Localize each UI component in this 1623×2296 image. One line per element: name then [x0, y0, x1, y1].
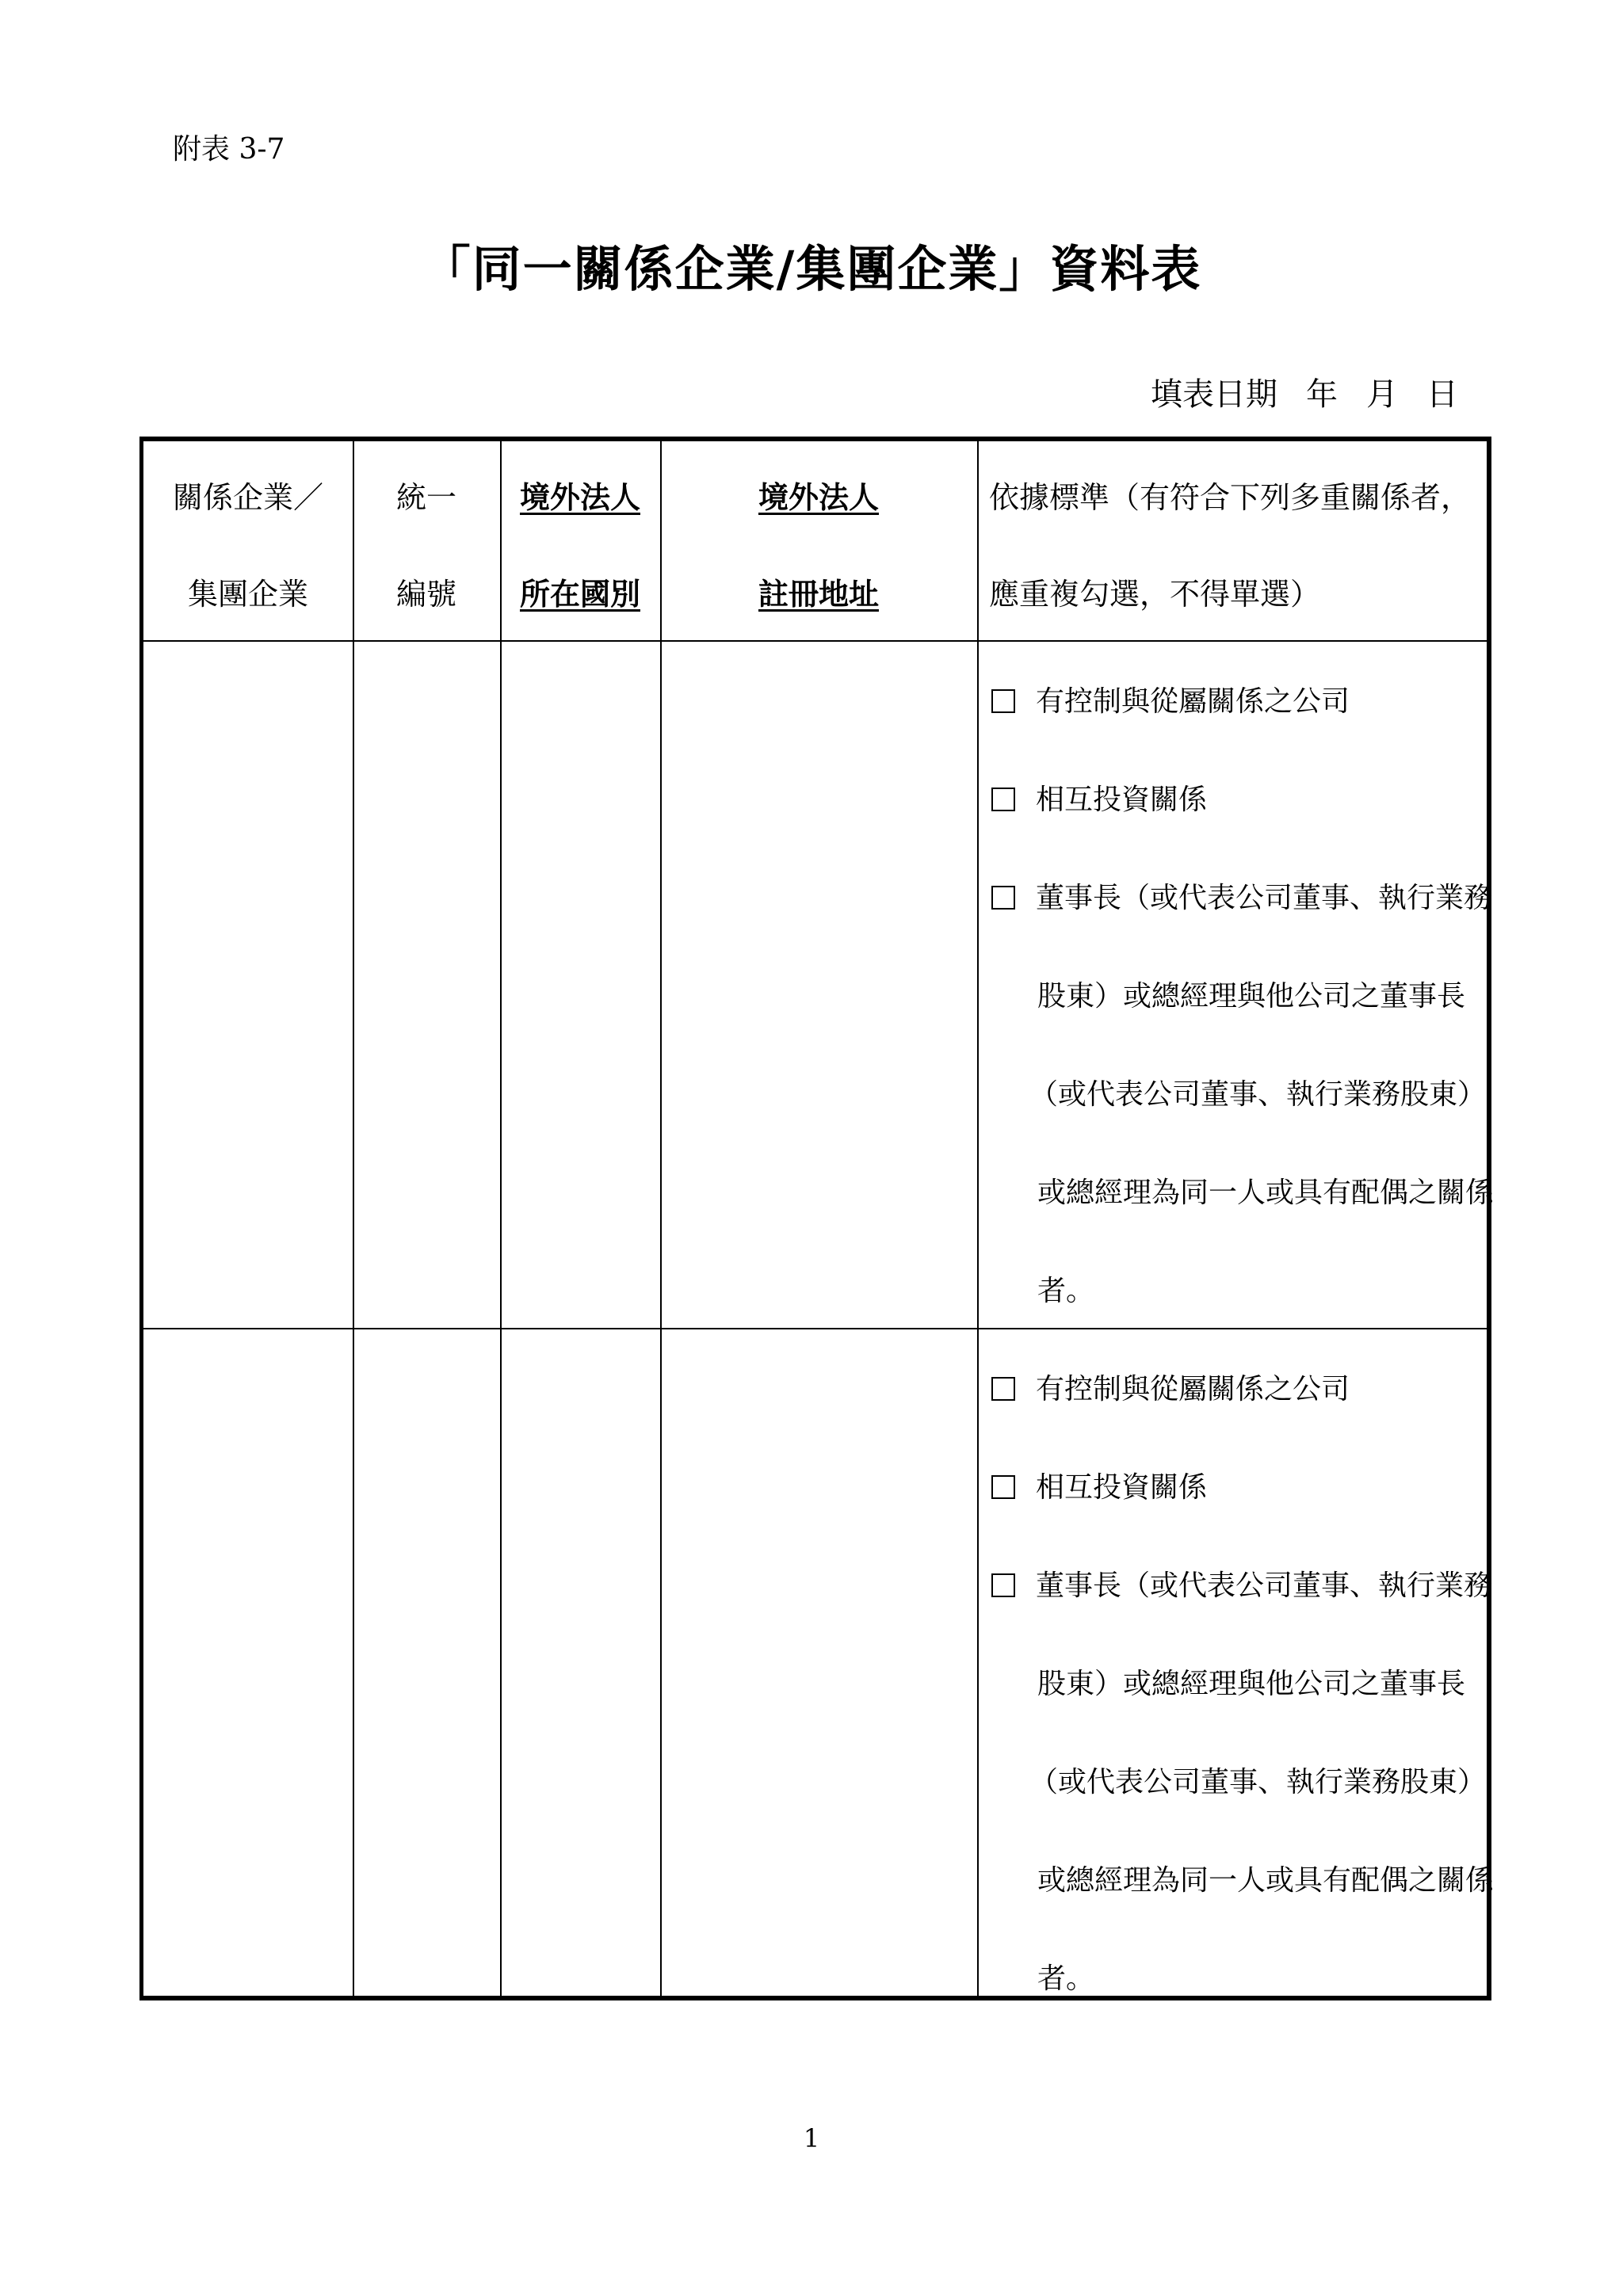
option-continuation: 股東）或總經理與他公司之董事長 [1037, 980, 1466, 1013]
row-divider [143, 1328, 1487, 1329]
fill-date-label: 填表日期 [1151, 376, 1277, 413]
header-foreign-country: 境外法人 所在國別 [519, 479, 640, 612]
option-continuation: （或代表公司董事、執行業務股東） [1029, 1766, 1487, 1798]
data-table [139, 437, 1495, 2000]
col-divider [500, 441, 502, 1996]
option-continuation: 者。 [1037, 1275, 1095, 1307]
option-continuation: 或總經理為同一人或具有配偶之關係 [1037, 1177, 1495, 1209]
option-control-subordinate[interactable]: 有控制與從屬關係之公司 [991, 1367, 1350, 1407]
form-title: 「同一關係企業/集團企業」資料表 [421, 240, 1202, 298]
header-foreign-address: 境外法人 註冊地址 [758, 479, 879, 612]
option-continuation: 或總經理為同一人或具有配偶之關係 [1037, 1864, 1495, 1897]
checkbox[interactable] [991, 788, 1015, 811]
fill-date [1151, 369, 1458, 414]
checkbox[interactable] [991, 1475, 1015, 1499]
fill-date-day: 日 [1426, 376, 1458, 413]
col-divider [353, 441, 354, 1996]
header-criteria-line1: 依據標準（有符合下列多重關係者， [989, 480, 1472, 515]
checkbox[interactable] [991, 689, 1015, 713]
header-company: 關係企業／ 集團企業 [172, 480, 323, 612]
option-continuation: （或代表公司董事、執行業務股東） [1029, 1078, 1487, 1111]
checkbox[interactable] [991, 1377, 1015, 1401]
option-continuation: 者。 [1037, 1962, 1095, 1995]
header-criteria-line2: 應重複勾選，不得單選） [989, 577, 1321, 612]
fill-date-month: 月 [1366, 376, 1398, 413]
option-mutual-investment[interactable]: 相互投資關係 [991, 1465, 1207, 1505]
option-same-chairman[interactable]: 董事長（或代表公司董事、執行業務 [991, 875, 1492, 916]
fill-date-year: 年 [1306, 376, 1338, 413]
header-tax-id: 統一 編號 [395, 480, 456, 612]
option-same-chairman[interactable]: 董事長（或代表公司董事、執行業務 [991, 1563, 1492, 1604]
option-continuation: 股東）或總經理與他公司之董事長 [1037, 1668, 1466, 1700]
row-divider [143, 640, 1487, 642]
col-divider [977, 441, 979, 1996]
attachment-label: 附表 3-7 [173, 133, 285, 166]
option-control-subordinate[interactable]: 有控制與從屬關係之公司 [991, 679, 1350, 719]
page-number: 1 [803, 2123, 820, 2153]
col-divider [660, 441, 662, 1996]
checkbox[interactable] [991, 1573, 1015, 1597]
checkbox[interactable] [991, 886, 1015, 910]
option-mutual-investment[interactable]: 相互投資關係 [991, 777, 1207, 818]
